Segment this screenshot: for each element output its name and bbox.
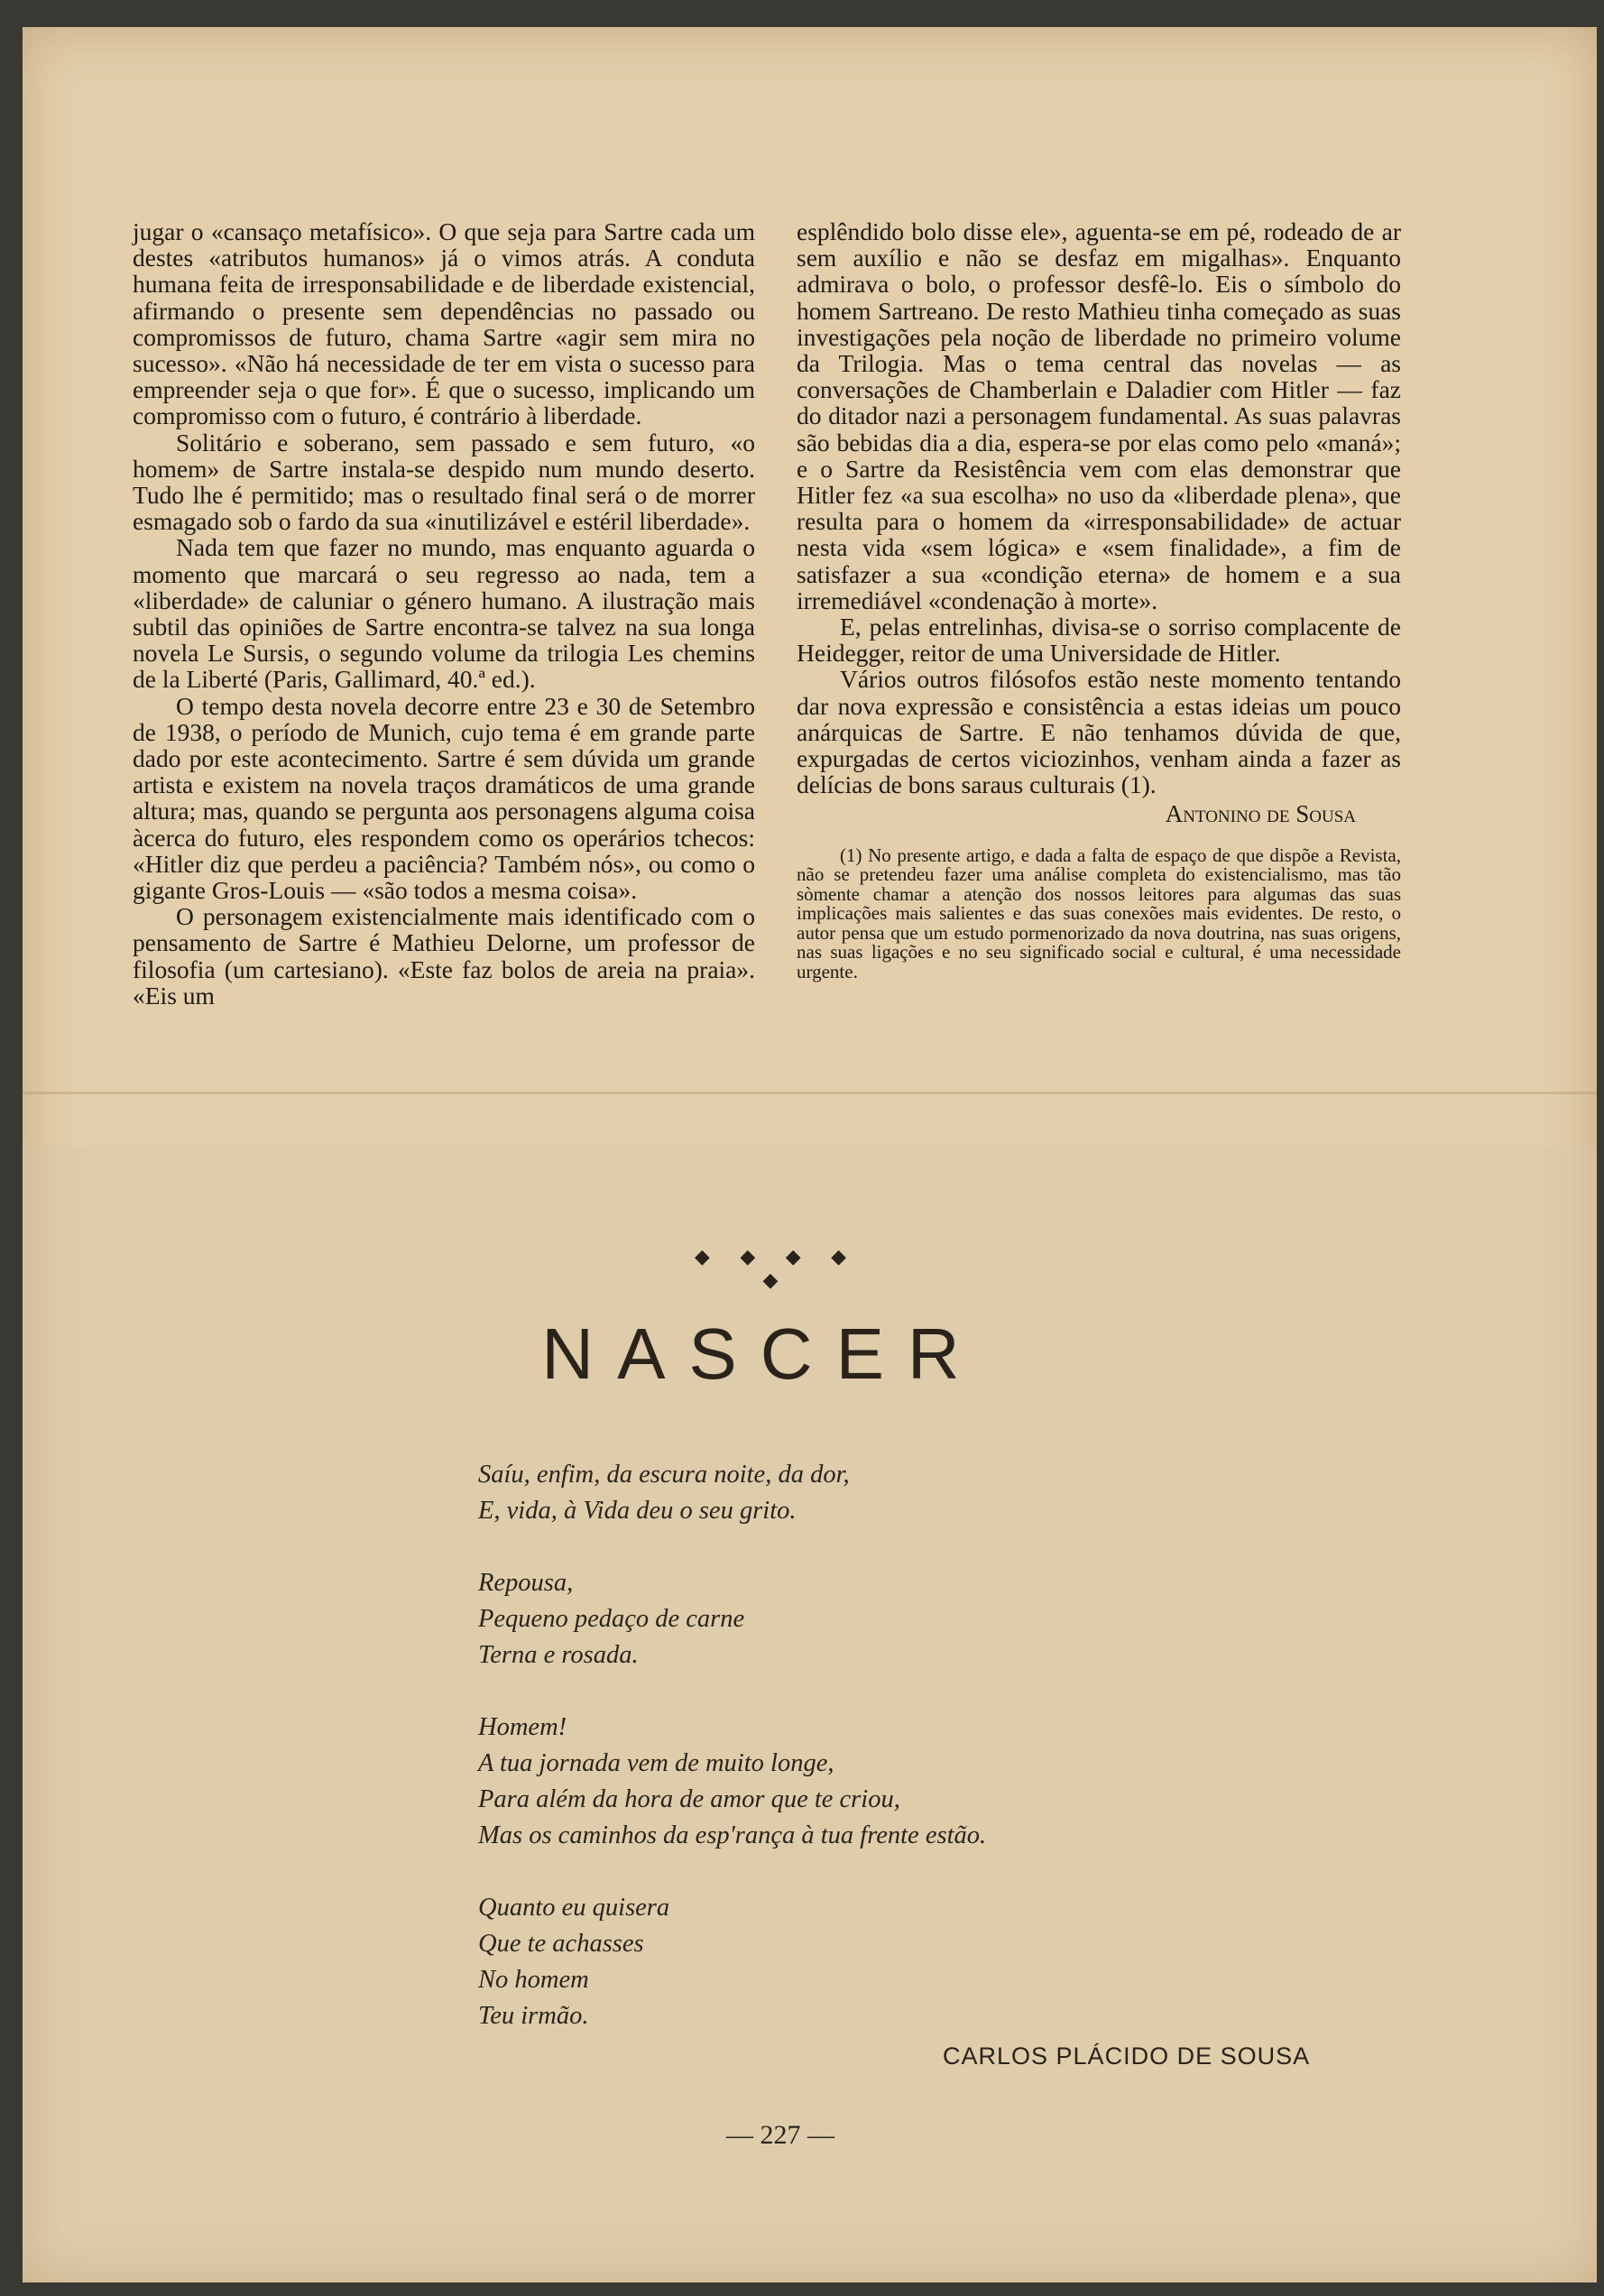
poem (478, 1457, 1200, 2070)
left-column (133, 218, 755, 1009)
poem-line: Homem! (478, 1713, 567, 1741)
poem-author: CARLOS PLÁCIDO DE SOUSA (943, 2042, 1311, 2070)
poem-line: A tua jornada vem de muito longe, (478, 1749, 834, 1777)
poem-line: Pequeno pedaço de carne (478, 1605, 745, 1633)
poem-stanza (478, 1890, 1200, 2034)
poem-stanza (478, 1457, 1200, 1529)
poem-title: NASCER (541, 1314, 983, 1394)
poem-line: Quanto eu quisera (478, 1894, 670, 1922)
poem-line: Para além da hora de amor que te criou, (478, 1785, 900, 1813)
poem-line: E, vida, à Vida deu o seu grito. (478, 1497, 797, 1525)
poem-stanza (478, 1710, 1200, 1854)
right-paragraph-3: Vários outros filósofos estão neste momento tentando dar nova expressão e consistência a estas ideias um pouco anárquicas de Sartre. E não tenhamos dúvida de que, expurgadas de certos viciozinhos, venham ainda a fazer as delícias de bons saraus culturais (1). (797, 665, 1401, 799)
page-fold (23, 1092, 1597, 1094)
section-separator: ◆ ◆ ◆ ◆ ◆ (694, 1245, 860, 1291)
left-paragraph-3: Nada tem que fazer no mundo, mas enquanto aguarda o momento que marcará o seu regresso ao nada, tem a «liberdade» de caluniar o género humano. A ilustração mais subtil das opiniões de Sartre encontra-se talvez na sua longa novela Le Sursis, o segundo volume da trilogia Les chemins de la Liberté (Paris, Gallimard, 40.ª ed.). (133, 533, 755, 694)
poem-line: Terna e rosada. (478, 1641, 639, 1669)
left-paragraph-5: O personagem existencialmente mais identificado com o pensamento de Sartre é Mathieu Delorne, um professor de filosofia (um cartesiano). «Este faz bolos de areia na praia». «Eis um (133, 902, 755, 1010)
right-paragraph-1: esplêndido bolo disse ele», aguenta-se em pé, rodeado de ar sem auxílio e não se desfaz em migalhas». Enquanto admirava o bolo, o professor desfê-lo. Eis o símbolo do homem Sartreano. De resto Mathieu tinha começado as suas investigações pela noção de liberdade no primeiro volume da Trilogia. Mas o tema central das novelas — as conversações de Chamberlain e Daladier com Hitler — faz do ditador nazi a personagem fundamental. As suas palavras são bebidas dia a dia, espera-se por elas como pelo «maná»; e o Sartre da Resistência vem com elas demonstrar que Hitler fez «a sua escolha» no uso da «liberdade plena», que resulta para o homem da «irresponsabilidade» de actuar nesta vida «sem lógica» e «sem finalidade», a fim de satisfazer a sua «condição eterna» de homem e a sua irremediável «condenação à morte». (797, 217, 1401, 614)
left-paragraph-2: Solitário e soberano, sem passado e sem futuro, «o homem» de Sartre instala-se despido num mundo deserto. Tudo lhe é permitido; mas o resultado final será o de morrer esmagado sob o fardo da sua «inutilizável e estéril liberdade». (133, 428, 755, 536)
poem-line: Que te achasses (478, 1930, 644, 1958)
left-paragraph-4: O tempo desta novela decorre entre 23 e 30 de Setembro de 1938, o período de Munich, cujo tema é em grande parte dado por este acontecimento. Sartre é sem dúvida um grande artista e existem na novela traços dramáticos de uma grande altura; mas, quando se pergunta aos personagens alguma coisa àcerca do futuro, eles respondem como os operários tchecos: «Hitler diz que perdeu a paciência? Também nós», ou como o gigante Gros-Louis — «são todos a mesma coisa». (133, 691, 755, 905)
footnote-text: (1) No presente artigo, e dada a falta de espaço de que dispõe a Revista, não se pretendeu fazer uma análise completa do existencialismo, mas tão sòmente chamar a atenção dos nossos leitores para algumas das suas implicações mais salientes e das suas conexões mais evidentes. De resto, o autor pensa que um estudo pormenorizado da nova doutrina, nas suas origens, nas suas ligações e no seu significado social e cultural, é uma necessidade urgente. (797, 844, 1401, 982)
magazine-page (23, 27, 1597, 2282)
poem-line: No homem (478, 1966, 589, 1994)
poem-line: Teu irmão. (478, 2002, 589, 2030)
poem-line: Repousa, (478, 1569, 574, 1597)
right-paragraph-2: E, pelas entrelinhas, divisa-se o sorriso complacente de Heidegger, reitor de uma Universidade de Hitler. (797, 613, 1401, 668)
poem-stanza (478, 1565, 1200, 1674)
page-number: — 227 — (726, 2120, 834, 2150)
poem-line: Mas os caminhos da esp'rança à tua frente estão. (478, 1821, 987, 1849)
footnote (797, 846, 1401, 982)
article-author: Antonino de Sousa (1165, 800, 1356, 828)
right-column (797, 218, 1401, 982)
poem-line: Saíu, enfim, da escura noite, da dor, (478, 1461, 850, 1489)
left-paragraph-1: jugar o «cansaço metafísico». O que seja para Sartre cada um destes «atributos humanos» já o vimos atrás. A conduta humana feita de irresponsabilidade e de liberdade existencial, afirmando o presente sem dependências no passado ou compromissos de futuro, chama Sartre «agir sem mira no sucesso». «Não há necessidade de ter em vista o sucesso para empreender seja o que for». É que o sucesso, implicando um compromisso com o futuro, é contrário à liberdade. (133, 217, 755, 430)
